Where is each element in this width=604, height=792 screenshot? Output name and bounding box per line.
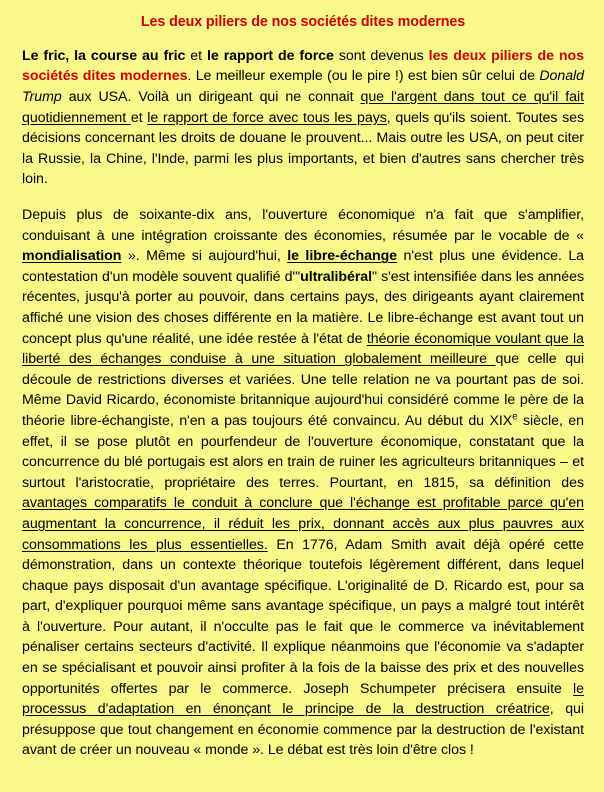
paragraph-2 [22, 205, 584, 761]
text-run: Donald Trump [22, 68, 584, 106]
text-run: le processus d'adaptation en énonçant le principe de la destruction créatrice [22, 680, 584, 718]
text-run: , quels qu'ils soient. Toutes ses décisions concernant les droits de douane le prouvent... Mais outre les USA, on peut citer la Russie, la Chine, l'Inde, parmi les plus importants, et bien d'autres sans chercher très loin. [22, 109, 584, 188]
text-run: avantages comparatifs le conduit à conclure que l'échange est profitable parce qu'en augmentant la concurrence, il réduit les prix, donnant accès aux plus pauvres aux consommations les plus essentielles. [22, 495, 584, 553]
text-run: et [185, 47, 208, 64]
paragraph-1 [22, 46, 584, 190]
text-run: théorie économique voulant que la liberté des échanges conduise à une situation globalement meilleure [22, 330, 584, 368]
text-run: En 1776, Adam Smith avait déjà opéré cette démonstration, dans un contexte théorique toutefois légèrement différent, dans lequel chaque pays disposait d'un avantage spécifique. L'originalité de D. Ricardo est, pour sa part, d'expliquer pourquoi même sans avantage spécifique, un pays a malgré tout intérêt à l'ouverture. Pour autant, il n'occulte pas le fait que le commerce va inévitablement pénaliser certains secteurs d'activité. Il explique néanmoins que l'économie va s'adapter en se spécialisant et pouvoir ainsi profiter à la fois de la baisse des prix et des nouvelles opportunités offertes par le commerce. Joseph Schumpeter précisera ensuite [22, 536, 584, 697]
text-run: le libre-échange [287, 248, 398, 265]
text-run: le rapport de force avec tous les pays [147, 109, 387, 126]
text-run: le rapport de force [207, 47, 334, 64]
page-title: Les deux piliers de nos sociétés dites modernes [140, 14, 466, 30]
text-run: . Le meilleur exemple (ou le pire !) est bien sûr celui de [187, 68, 540, 85]
text-run: Le fric, la course au fric [22, 47, 186, 64]
text-run: aux USA. Voilà un dirigeant qui ne connait [61, 89, 361, 106]
text-run: Depuis plus de soixante-dix ans, l'ouverture économique n'a fait que s'amplifier, conduisant à une intégration croissante des économies, résumée par le vocable de « [22, 207, 584, 244]
text-run: n'est plus une évidence. La contestation d'un modèle souvent qualifié d'" [22, 248, 584, 285]
text-run: que celle qui découle de restrictions diverses et variées. Une telle relation ne va pourtant pas de soi. Même David Ricardo, économiste britannique aujourd'hui considéré comme le père de la théorie libre-échangiste, n'en a pas toujours été convaincu. Au début du XIX [22, 351, 584, 429]
text-run: sont devenus [333, 47, 429, 64]
text-run: siècle, en effet, il se pose plutôt en pourfendeur de l'ouverture économique, constatant que la concurrence du blé portugais est alors en train de ruiner les agriculteurs britanniques – et surtout l'aristocratie, propriétaire des terres. Pourtant, en 1815, sa définition des [22, 412, 584, 491]
text-run: " s'est intensifiée dans les années récentes, jusqu'à porter au pouvoir, dans certains pays, des dirigeants ayant clairement affiché une vision des choses différente en la matière. Le libre-échange est avant tout un concept plus qu'une réalité, une idée restée à l'état de [22, 268, 584, 347]
text-run: ultralibéral [300, 268, 373, 285]
text-run: que l'argent dans tout ce qu'il fait quotidiennement [22, 89, 584, 126]
text-run: e [512, 411, 518, 423]
text-run: mondialisation [22, 248, 122, 265]
text-run: les deux piliers de nos sociétés dites modernes [22, 47, 584, 85]
text-run: ». Même si aujourd'hui, [121, 248, 288, 265]
text-run: et [130, 109, 148, 126]
text-run: , qui présuppose que tout changement en économie commence par la destruction de l'existant avant de créer un nouveau « monde ». Le débat est très loin d'être clos ! [22, 701, 584, 759]
